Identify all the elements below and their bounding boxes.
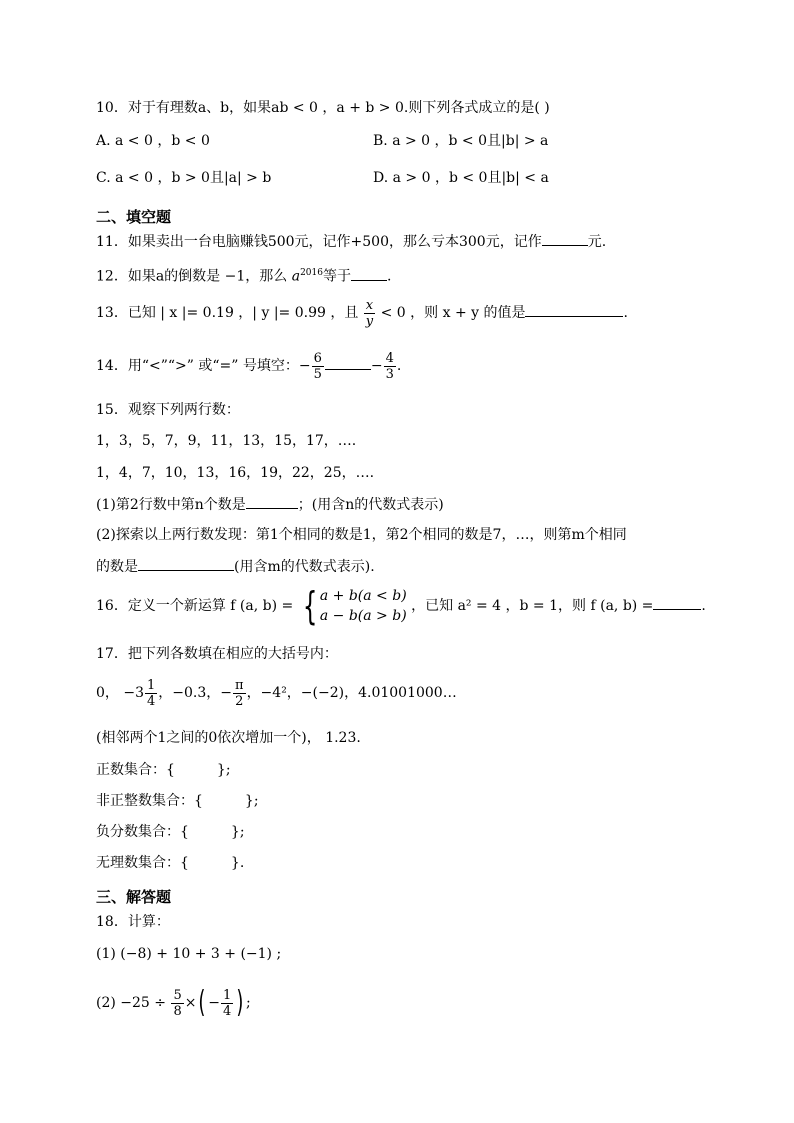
q16-text-2: ，已知 a² = 4 ，b = 1，则 f (a, b) =	[411, 598, 654, 614]
q17-pi-den: 2	[235, 693, 244, 709]
q17-mix-den: 4	[147, 693, 156, 709]
q16-cases	[320, 586, 407, 626]
q17-repeating-digits: 23	[338, 730, 357, 746]
q17-list-a: 0， −3	[96, 685, 144, 701]
q16	[96, 584, 706, 628]
q14-text: 14．用“<”“>” 或“=” 号填空：−	[96, 358, 311, 374]
q11	[96, 231, 606, 252]
q18-right-paren: )	[236, 985, 244, 1020]
q14-frac1-num: 6	[313, 350, 322, 366]
q17-pi-num: π	[235, 677, 244, 693]
q17-set-non-positive-integer: 非正整数集合：{ };	[96, 793, 259, 809]
q13-text-2: < 0 ，则 x + y 的值是	[380, 305, 526, 321]
q13-frac-den: y	[365, 313, 374, 329]
q14-fraction-2	[384, 351, 396, 382]
q15-part-1	[96, 494, 444, 515]
q17-pi-fraction	[233, 678, 246, 709]
q17-note-text: (相邻两个1之间的0依次增加一个)， 1.	[96, 730, 339, 746]
q13	[96, 296, 628, 330]
q10-option-b: B. a > 0 ，b < 0且|b| > a	[373, 133, 549, 149]
q16-text: 16．定义一个新运算 f (a, b) =	[96, 598, 294, 614]
q15-part-2-line-2	[96, 556, 375, 577]
q14-frac2-num: 4	[385, 350, 394, 366]
q12-base: a	[291, 268, 301, 285]
q10-option-c: C. a < 0 ，b > 0且|a| > b	[96, 170, 272, 186]
q18-p2-num2: 1	[222, 987, 232, 1003]
q10-option-a: A. a < 0 ，b < 0	[96, 133, 210, 149]
q15-stem: 15．观察下列两行数：	[96, 402, 240, 418]
q17-set-irrational: 无理数集合：{ }.	[96, 855, 245, 871]
q13-text: 13．已知 | x |= 0.19 ，| y |= 0.99 ，且	[96, 305, 359, 321]
q18-p2-den1: 8	[173, 1003, 182, 1019]
q15-p1-blank	[246, 494, 298, 509]
q15-p2-blank	[138, 556, 234, 571]
q13-end: .	[623, 305, 628, 321]
q12	[96, 263, 391, 287]
q12-text-2: 等于	[322, 268, 351, 285]
q17-stem: 17．把下列各数填在相应的大括号内：	[96, 646, 338, 662]
q18-p2-den2: 4	[222, 1003, 232, 1019]
q18-p2-neg: −	[208, 995, 220, 1011]
q17-list-b: ，−0.3，−	[158, 685, 233, 701]
q12-blank	[351, 266, 387, 281]
q13-fraction	[364, 298, 375, 329]
q14-end: .	[396, 358, 402, 374]
q18-part-1: (1) (−8) + 10 + 3 + (−1) ;	[96, 946, 282, 962]
q14-frac1-den: 5	[313, 366, 322, 382]
q15-p1-text: (1)第2行数中第n个数是	[96, 497, 246, 513]
q11-end: 元.	[587, 234, 607, 250]
q18-p2-fraction-1	[171, 988, 183, 1019]
q17-set-positive: 正数集合：{ };	[96, 762, 231, 778]
q14-minus: −	[370, 358, 383, 374]
q17-set-negative-fraction: 负分数集合：{ };	[96, 824, 245, 840]
q17-note	[96, 728, 361, 748]
q18-part-2	[96, 983, 251, 1023]
q16-case-2: a − b(a > b)	[319, 608, 407, 624]
q13-blank	[525, 302, 623, 317]
q18-p2-text: (2) −25 ÷	[96, 995, 167, 1011]
q12-end: .	[386, 268, 392, 285]
q15-row-2: 1，4，7，10，13，16，19，22，25，….	[96, 465, 375, 481]
q15-p2-text-2: (用含m的代数式表示).	[234, 559, 375, 575]
q17-mix-num: 1	[147, 677, 156, 693]
section-solve-title: 三、解答题	[96, 888, 172, 906]
q10-option-d: D. a > 0 ，b < 0且|b| < a	[373, 170, 549, 186]
q16-blank	[653, 595, 701, 610]
q16-end: .	[701, 598, 706, 614]
q15-part-2-line-1: (2)探索以上两行数发现：第1个相同的数是1，第2个相同的数是7，…，则第m个相同	[96, 527, 627, 543]
q18-stem: 18．计算：	[96, 914, 170, 930]
q14-blank	[325, 355, 371, 370]
q17-mixed-fraction	[145, 678, 157, 709]
q18-p2-end: ;	[245, 995, 251, 1011]
q12-exponent: 2016	[300, 268, 323, 278]
q18-p2-times: ×	[184, 995, 197, 1011]
q13-frac-num: x	[365, 297, 374, 313]
q14-fraction-1	[312, 351, 324, 382]
q18-left-paren: (	[198, 985, 206, 1020]
q15-p2-text: 的数是	[96, 559, 138, 575]
q18-p2-fraction-2	[221, 988, 233, 1019]
q17-note-end: .	[356, 730, 361, 746]
q16-piecewise	[298, 586, 407, 626]
q18-p2-num1: 5	[173, 987, 182, 1003]
q11-blank	[542, 231, 588, 246]
q10-stem: 10．对于有理数a、b，如果ab < 0 ，a + b > 0.则下列各式成立的是( )	[96, 100, 550, 116]
q15-row-1: 1，3，5，7，9，11，13，15，17，….	[96, 433, 357, 449]
q14-frac2-den: 3	[385, 366, 394, 382]
q14	[96, 349, 401, 383]
q16-case-1: a + b(a < b)	[319, 588, 407, 604]
q16-brace: {	[302, 584, 318, 628]
q11-text: 11．如果卖出一台电脑赚钱500元，记作+500，那么亏本300元，记作	[96, 234, 542, 250]
q17-list-c: ，−4²，−(−2)，4.01001000…	[246, 685, 457, 701]
q15-p1-text-2: ；(用含n的代数式表示)	[297, 497, 444, 513]
section-fill-in-blank-title: 二、填空题	[96, 208, 172, 226]
q12-text: 12．如果a的倒数是 −1，那么	[96, 268, 288, 285]
q17-number-list	[96, 674, 457, 712]
